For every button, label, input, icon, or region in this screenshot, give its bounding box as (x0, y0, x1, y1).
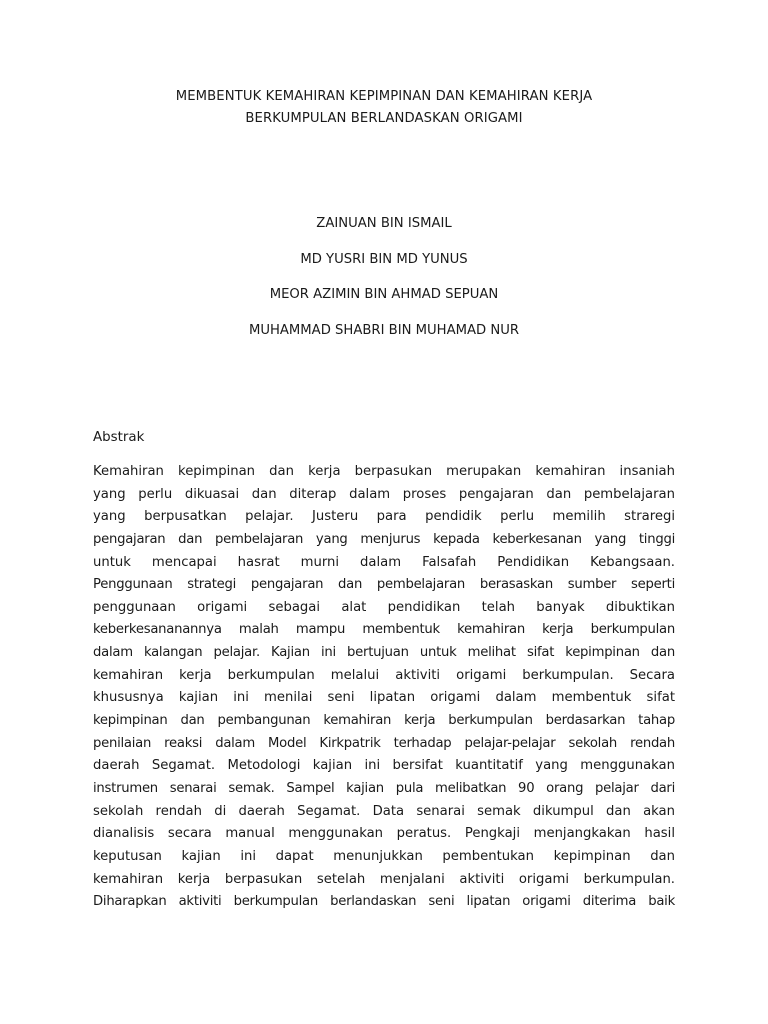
abstract-line: Diharapkan aktiviti berkumpulan berlandaskan seni lipatan origami diterima baik (93, 894, 675, 910)
abstract-line: instrumen senarai semak. Sampel kajian pula melibatkan 90 orang pelajar dari (93, 780, 675, 796)
abstract-line: yang berpusatkan pelajar. Justeru para pendidik perlu memilih straregi (93, 509, 675, 525)
abstract-line: untuk mencapai hasrat murni dalam Falsafah Pendidikan Kebangsaan. (93, 554, 675, 570)
document-title (92, 86, 676, 130)
abstract-line: kemahiran kerja berpasukan setelah menjalani aktiviti origami berkumpulan. (93, 871, 675, 887)
abstract-line: penilaian reaksi dalam Model Kirkpatrik terhadap pelajar-pelajar sekolah rendah (93, 735, 675, 751)
author-name: MD YUSRI BIN MD YUNUS (300, 251, 468, 267)
abstract-line: Kemahiran kepimpinan dan kerja berpasukan merupakan kemahiran insaniah (93, 464, 675, 479)
abstract-line: yang perlu dikuasai dan diterap dalam proses pengajaran dan pembelajaran (93, 486, 675, 502)
abstract-line: daerah Segamat. Metodologi kajian ini bersifat kuantitatif yang menggunakan (93, 758, 675, 774)
author-name: MUHAMMAD SHABRI BIN MUHAMAD NUR (248, 322, 520, 338)
abstract-body (93, 461, 675, 914)
abstract-line: dalam kalangan pelajar. Kajian ini bertujuan untuk melihat sifat kepimpinan dan (93, 645, 675, 661)
abstract-line: kepimpinan dan pembangunan kemahiran kerja berkumpulan berdasarkan tahap (93, 713, 675, 729)
author-name: ZAINUAN BIN ISMAIL (316, 216, 452, 231)
title-line-1: MEMBENTUK KEMAHIRAN KEPIMPINAN DAN KEMAHIRAN KERJA (175, 89, 593, 104)
title-line-2: BERKUMPULAN BERLANDASKAN ORIGAMI (245, 111, 523, 126)
abstract-line: keberkesananannya malah mampu membentuk kemahiran kerja berkumpulan (93, 622, 675, 638)
abstract-line: penggunaan origami sebagai alat pendidikan telah banyak dibuktikan (93, 599, 675, 615)
abstract-line: keputusan kajian ini dapat menunjukkan pembentukan kepimpinan dan (93, 848, 675, 864)
abstract-line: dianalisis secara manual menggunakan peratus. Pengkaji menjangkakan hasil (93, 826, 675, 842)
abstract-line: pengajaran dan pembelajaran yang menjurus kepada keberkesanan yang tinggi (93, 531, 675, 547)
author-name: MEOR AZIMIN BIN AHMAD SEPUAN (269, 287, 499, 302)
abstract-line: kemahiran kerja berkumpulan melalui aktiviti origami berkumpulan. Secara (93, 667, 675, 683)
abstract-heading: Abstrak (93, 430, 145, 445)
abstract-line: sekolah rendah di daerah Segamat. Data senarai semak dikumpul dan akan (93, 803, 675, 819)
abstract-line: khususnya kajian ini menilai seni lipatan origami dalam membentuk sifat (93, 690, 675, 706)
author-list (92, 211, 676, 353)
abstract-line: Penggunaan strategi pengajaran dan pembelajaran berasaskan sumber seperti (93, 577, 675, 593)
